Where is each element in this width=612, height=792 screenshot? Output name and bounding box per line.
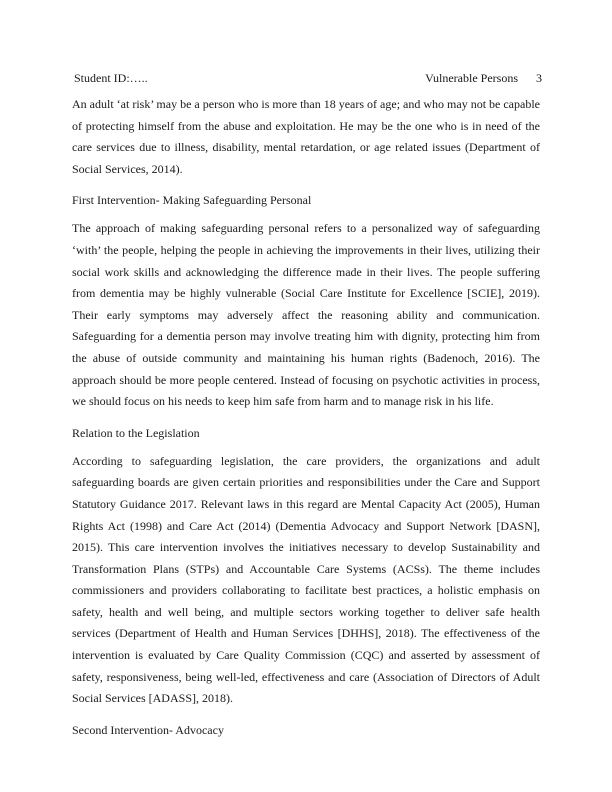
running-head (425, 70, 542, 86)
running-head-title: Vulnerable Persons (425, 71, 518, 85)
student-id-label: Student ID:….. (74, 71, 148, 85)
first-intervention-paragraph: The approach of making safeguarding personal refers to a personalized way of safeguarding ‘with’ the people, helping the people in achieving the improvements in their lives, utilizing their social work skills and acknowledging the difference made in their lives. The people suffering from dementia may be highly vulnerable (Social Care Institute for Excellence [SCIE], 2019). Their early symptoms may adversely affect the reasoning ability and communication. Safeguarding for a dementia person may involve treating him with dignity, protecting him from the abuse of outside community and maintaining his human rights (Badenoch, 2016). The approach should be more people centered. Instead of focusing on psychotic activities in process, we should focus on his needs to keep him safe from harm and to manage risk in his life. (72, 221, 540, 409)
intro-paragraph: An adult ‘at risk’ may be a person who is more than 18 years of age; and who may not be capable of protecting himself from the abuse and exploitation. He may be the one who is in need of the care services due to illness, disability, mental retardation, or age related issues (Department of Social Services, 2014). (72, 97, 540, 176)
document-body (72, 94, 540, 748)
legislation-paragraph: According to safeguarding legislation, the care providers, the organizations and adult safeguarding boards are given certain priorities and responsibilities under the Care and Support Statutory Guidance 2017. Relevant laws in this regard are Mental Capacity Act (2005), Human Rights Act (1998) and Care Act (2014) (Dementia Advocacy and Support Network [DASN], 2015). This care intervention involves the initiatives necessary to develop Sustainability and Transformation Plans (STPs) and Accountable Care Systems (ACSs). The theme includes commissioners and providers collaborating to facilitate best practices, a holistic emphasis on safety, health and well being, and multiple sectors working together to deliver safe health services (Department of Health and Human Services [DHHS], 2018). The effectiveness of the intervention is evaluated by Care Quality Commission (CQC) and asserted by assessment of safety, responsiveness, being well-led, effectiveness and care (Association of Directors of Adult Social Services [ADASS], 2018). (72, 453, 540, 706)
section-heading-legislation: Relation to the Legislation (72, 425, 200, 440)
section-heading-second-intervention: Second Intervention- Advocacy (72, 722, 224, 737)
page-number: 3 (536, 71, 542, 85)
page-header (74, 70, 542, 86)
section-heading-first-intervention: First Intervention- Making Safeguarding Personal (72, 193, 312, 208)
